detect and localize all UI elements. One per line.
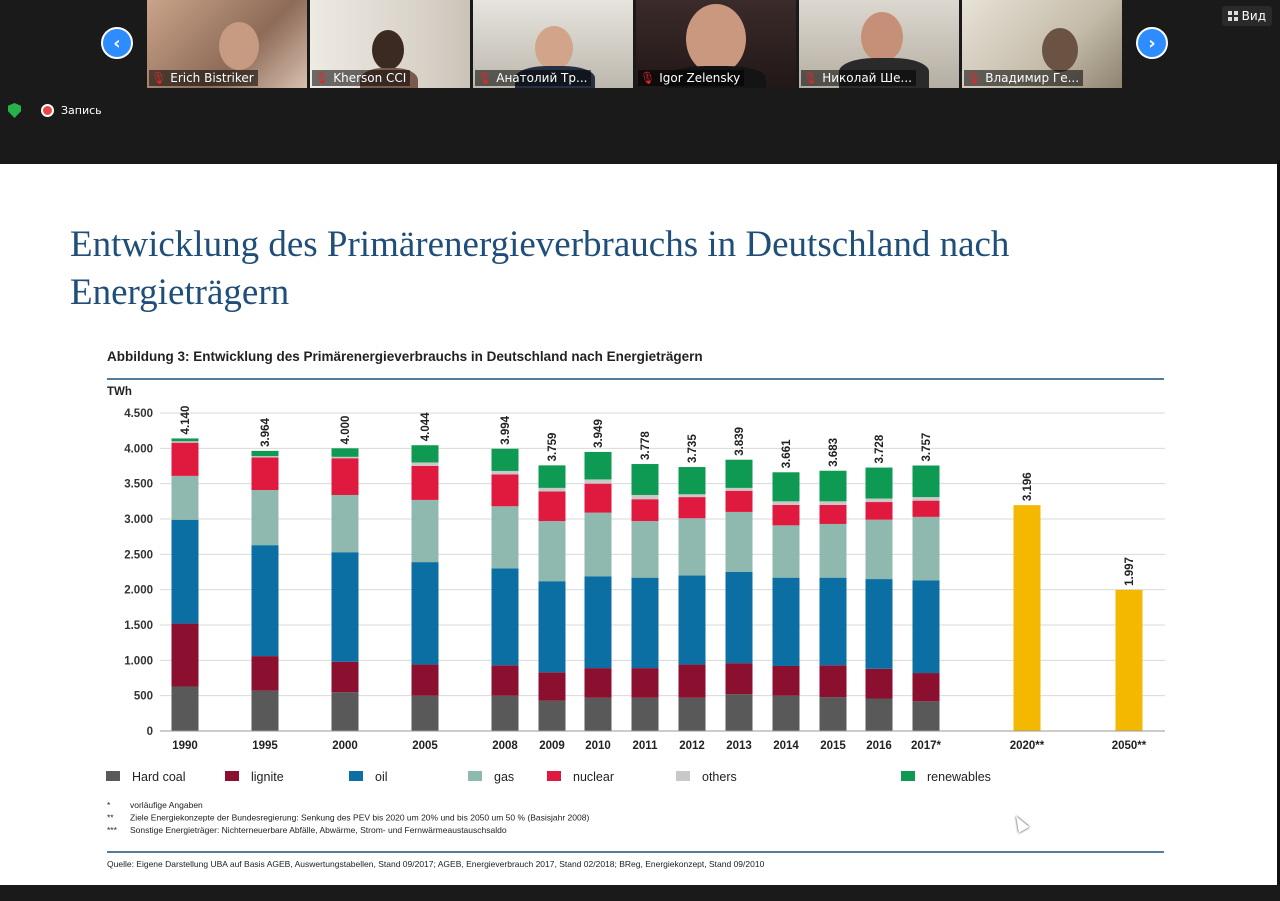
chevron-left-icon: ‹ <box>113 32 121 54</box>
bar-segment-hard-coal <box>866 698 893 731</box>
footnote-mark: ** <box>107 812 114 823</box>
bar-segment-oil <box>412 562 439 664</box>
x-tick-label: 2016 <box>866 740 892 752</box>
bar-segment-renewables <box>773 472 800 501</box>
participant-face <box>861 12 903 62</box>
bar-total-label: 3.778 <box>640 431 652 461</box>
participant-name-label: 🎙 Igor Zelensky <box>638 70 744 86</box>
legend-label: lignite <box>251 770 284 784</box>
bar-segment-gas <box>492 506 519 568</box>
legend-swatch-renewables <box>901 771 915 781</box>
bar-segment-lignite <box>172 624 199 687</box>
bar-segment-target <box>1116 590 1143 731</box>
bar-segment-others <box>773 501 800 505</box>
bar-segment-nuclear <box>679 497 706 518</box>
bar-segment-lignite <box>773 666 800 696</box>
bar-total-label: 3.757 <box>921 432 933 462</box>
participant-face <box>535 26 573 70</box>
next-participants-button[interactable] <box>1136 27 1168 59</box>
bar-segment-oil <box>632 578 659 668</box>
y-tick-label: 3.000 <box>124 514 153 526</box>
bar-segment-renewables <box>726 460 753 488</box>
bar-segment-others <box>726 488 753 491</box>
x-tick-label: 2013 <box>726 740 752 752</box>
bar-segment-oil <box>252 545 279 656</box>
bar-segment-gas <box>913 517 940 581</box>
bar-segment-gas <box>773 525 800 577</box>
legend-label: gas <box>494 770 515 784</box>
bar-segment-oil <box>492 568 519 665</box>
bar-segment-others <box>172 441 199 442</box>
y-tick-label: 1.000 <box>124 655 153 668</box>
participant-name-label: 🎙 Владимир Ге... <box>964 70 1083 86</box>
participant-face <box>1042 28 1078 72</box>
legend-label: Hard coal <box>132 770 186 784</box>
y-tick-label: 4.500 <box>124 408 153 420</box>
x-tick-label: 2014 <box>773 740 799 752</box>
bar-segment-oil <box>679 576 706 665</box>
bar-total-label: 3.759 <box>547 432 559 462</box>
bar-segment-hard-coal <box>412 696 439 731</box>
muted-mic-icon: 🎙 <box>803 71 819 85</box>
bar-segment-nuclear <box>252 458 279 491</box>
legend-swatch-nuclear <box>547 771 561 781</box>
muted-mic-icon: 🎙 <box>314 71 330 85</box>
bar-segment-hard-coal <box>332 692 359 731</box>
bar-segment-others <box>913 497 940 501</box>
bar-segment-oil <box>332 552 359 662</box>
bar-segment-hard-coal <box>773 696 800 731</box>
bar-segment-hard-coal <box>913 701 940 731</box>
bar-segment-oil <box>773 578 800 666</box>
bar-total-label: 3.994 <box>500 415 512 445</box>
bar-segment-lignite <box>820 665 847 697</box>
bar-segment-renewables <box>866 468 893 499</box>
chart-source: Quelle: Eigene Darstellung UBA auf Basis AGEB, Auswertungstabellen, Stand 09/2017; AGEB, Energieverbrauch 2017, Stand 02/2018; BReg, Energiekonzept, Stand 09/2010 <box>107 859 765 869</box>
y-axis-unit: TWh <box>107 386 132 398</box>
bar-segment-renewables <box>585 452 612 479</box>
bar-segment-target <box>1014 505 1041 731</box>
bar-segment-gas <box>539 521 566 581</box>
bar-segment-renewables <box>913 466 940 498</box>
bar-segment-nuclear <box>773 505 800 525</box>
bar-segment-renewables <box>172 438 199 441</box>
bar-segment-nuclear <box>412 466 439 500</box>
bottom-bar <box>0 885 1280 901</box>
footnote-text: Ziele Energiekonzepte der Bundesregierung: Senkung des PEV bis 2020 um 20% und bis 2050 um 50 % (Basisjahr 2008) <box>130 812 590 823</box>
bar-segment-nuclear <box>913 501 940 517</box>
bar-segment-others <box>632 495 659 499</box>
bar-segment-renewables <box>412 445 439 462</box>
bar-segment-gas <box>679 518 706 575</box>
x-tick-label: 2009 <box>539 740 565 752</box>
bar-segment-renewables <box>332 448 359 456</box>
bar-segment-oil <box>585 576 612 668</box>
y-tick-label: 1.500 <box>124 620 153 632</box>
footnote-text: Sonstige Energieträger: Nichterneuerbare Abfälle, Abwärme, Strom- und Fernwärmeaustauschsaldo <box>130 825 507 835</box>
bar-segment-lignite <box>679 665 706 698</box>
chart-title: Abbildung 3: Entwicklung des Primärenergieverbrauchs in Deutschland nach Energieträgern <box>107 349 703 364</box>
participant-face <box>219 22 259 70</box>
footnote-mark: *** <box>107 825 117 835</box>
bar-segment-renewables <box>492 449 519 471</box>
legend-swatch-lignite <box>225 771 239 781</box>
y-tick-label: 4.000 <box>124 443 153 456</box>
bar-segment-lignite <box>585 668 612 698</box>
bar-segment-gas <box>726 512 753 572</box>
bar-segment-lignite <box>252 656 279 691</box>
legend-swatch-oil <box>349 771 363 781</box>
bar-segment-renewables <box>632 464 659 495</box>
record-label: Запись <box>61 104 102 117</box>
bar-segment-lignite <box>913 673 940 701</box>
prev-participants-button[interactable] <box>101 27 133 59</box>
participant-video-tile[interactable] <box>310 0 470 88</box>
bar-segment-lignite <box>726 663 753 694</box>
x-tick-label: 2010 <box>585 740 611 752</box>
bar-total-label: 3.949 <box>593 419 605 448</box>
bar-segment-lignite <box>492 665 519 695</box>
bar-segment-renewables <box>679 467 706 494</box>
bar-segment-oil <box>172 520 199 624</box>
participant-video-tile[interactable] <box>962 0 1122 88</box>
bar-segment-hard-coal <box>252 691 279 731</box>
bar-segment-renewables <box>252 451 279 456</box>
bar-segment-nuclear <box>632 499 659 521</box>
bar-total-label: 4.140 <box>180 405 192 435</box>
bar-segment-others <box>332 457 359 458</box>
y-tick-label: 0 <box>146 726 153 738</box>
muted-mic-icon: 🎙 <box>640 71 656 85</box>
slide-title: Entwicklung des Primärenergieverbrauchs in Deutschland nach Energieträgern <box>70 224 1010 313</box>
bar-segment-gas <box>252 490 279 545</box>
bar-segment-lignite <box>332 662 359 692</box>
participant-name-label: 🎙 Erich Bistriker <box>149 70 258 86</box>
bar-segment-hard-coal <box>585 698 612 731</box>
bar-total-label: 3.839 <box>734 426 746 456</box>
bar-segment-hard-coal <box>820 697 847 731</box>
x-tick-label: 2000 <box>332 740 358 752</box>
bar-total-label: 1.997 <box>1124 557 1136 586</box>
x-tick-label: 2015 <box>820 740 846 752</box>
participant-face <box>372 30 404 70</box>
bar-segment-gas <box>172 476 199 520</box>
grid-view-icon <box>1228 11 1238 21</box>
bar-segment-oil <box>539 581 566 672</box>
record-icon <box>41 104 54 117</box>
bar-segment-lignite <box>866 669 893 699</box>
legend-label: nuclear <box>573 770 614 784</box>
y-tick-label: 2.000 <box>124 584 153 597</box>
bar-segment-others <box>539 488 566 492</box>
x-tick-label: 2008 <box>492 740 518 752</box>
x-tick-label: 2050** <box>1111 740 1147 752</box>
bar-segment-oil <box>866 579 893 669</box>
x-tick-label: 2005 <box>412 740 438 752</box>
participant-video-tile[interactable] <box>636 0 796 88</box>
bar-segment-hard-coal <box>492 696 519 731</box>
legend-label: others <box>702 770 737 784</box>
participant-video-tile[interactable] <box>473 0 633 88</box>
bar-segment-hard-coal <box>539 701 566 731</box>
bar-segment-oil <box>726 572 753 663</box>
participant-strip <box>147 0 1122 88</box>
x-tick-label: 2017* <box>910 740 942 752</box>
legend-label: renewables <box>927 770 991 784</box>
participant-name-label: 🎙 Николай Ше... <box>801 70 916 86</box>
legend-swatch-gas <box>468 771 482 781</box>
shared-slide <box>0 164 1277 885</box>
bar-segment-gas <box>820 524 847 578</box>
bar-segment-gas <box>866 520 893 579</box>
bar-segment-gas <box>632 521 659 578</box>
bar-segment-oil <box>820 578 847 666</box>
energy-consumption-chart <box>0 164 1277 885</box>
x-tick-label: 1995 <box>252 740 278 752</box>
participant-name-label: 🎙 Kherson CCI <box>312 70 410 86</box>
bar-segment-others <box>412 462 439 466</box>
bar-segment-gas <box>412 500 439 562</box>
muted-mic-icon: 🎙 <box>151 71 167 85</box>
meeting-top-bar <box>0 0 1280 164</box>
footnote-text: vorläufige Angaben <box>130 800 203 810</box>
y-tick-label: 3.500 <box>124 478 153 491</box>
x-tick-label: 2020** <box>1009 740 1045 752</box>
bar-total-label: 4.000 <box>340 415 352 445</box>
bar-segment-gas <box>332 495 359 552</box>
participant-video-tile[interactable] <box>799 0 959 88</box>
bar-segment-lignite <box>539 672 566 700</box>
bar-segment-renewables <box>539 465 566 488</box>
bar-segment-others <box>866 499 893 503</box>
bar-segment-nuclear <box>726 491 753 512</box>
bar-segment-hard-coal <box>679 698 706 731</box>
bar-segment-others <box>585 479 612 483</box>
security-shield-icon[interactable] <box>8 103 21 118</box>
bar-total-label: 3.661 <box>781 439 793 469</box>
x-tick-label: 2011 <box>632 740 658 752</box>
legend-swatch-hard-coal <box>106 771 120 781</box>
bar-total-label: 3.964 <box>260 418 272 447</box>
participant-face <box>686 4 746 74</box>
bar-segment-oil <box>913 580 940 673</box>
bar-segment-nuclear <box>820 505 847 524</box>
bar-segment-gas <box>585 513 612 577</box>
bar-segment-nuclear <box>172 443 199 476</box>
bar-total-label: 3.196 <box>1022 472 1034 502</box>
bar-segment-others <box>820 501 847 505</box>
bar-segment-nuclear <box>585 484 612 513</box>
muted-mic-icon: 🎙 <box>477 71 493 85</box>
view-button[interactable]: Вид <box>1222 6 1272 26</box>
participant-name-label: 🎙 Анатолий Тр... <box>475 70 591 86</box>
bar-segment-lignite <box>632 668 659 698</box>
bar-segment-hard-coal <box>726 694 753 731</box>
bar-segment-lignite <box>412 665 439 696</box>
bar-segment-nuclear <box>866 502 893 520</box>
bar-segment-nuclear <box>539 491 566 521</box>
muted-mic-icon: 🎙 <box>966 71 982 85</box>
bar-segment-nuclear <box>332 458 359 495</box>
x-tick-label: 2012 <box>679 740 705 752</box>
y-tick-label: 2.500 <box>124 549 153 562</box>
bar-total-label: 3.735 <box>687 434 699 464</box>
bar-segment-hard-coal <box>632 698 659 731</box>
bar-segment-others <box>252 456 279 457</box>
bar-segment-others <box>492 471 519 475</box>
x-tick-label: 1990 <box>172 740 198 752</box>
bar-segment-nuclear <box>492 474 519 506</box>
chevron-right-icon: › <box>1148 32 1156 54</box>
footnote-mark: * <box>107 800 111 810</box>
meeting-status <box>8 103 102 118</box>
bar-total-label: 3.728 <box>874 434 886 464</box>
bar-total-label: 3.683 <box>828 437 840 467</box>
legend-swatch-others <box>676 771 690 781</box>
participant-video-tile[interactable] <box>147 0 307 88</box>
bar-segment-renewables <box>820 471 847 502</box>
bar-total-label: 4.044 <box>420 412 432 442</box>
bar-segment-others <box>679 494 706 497</box>
bar-segment-hard-coal <box>172 686 199 731</box>
y-tick-label: 500 <box>133 690 153 703</box>
legend-label: oil <box>375 770 388 784</box>
